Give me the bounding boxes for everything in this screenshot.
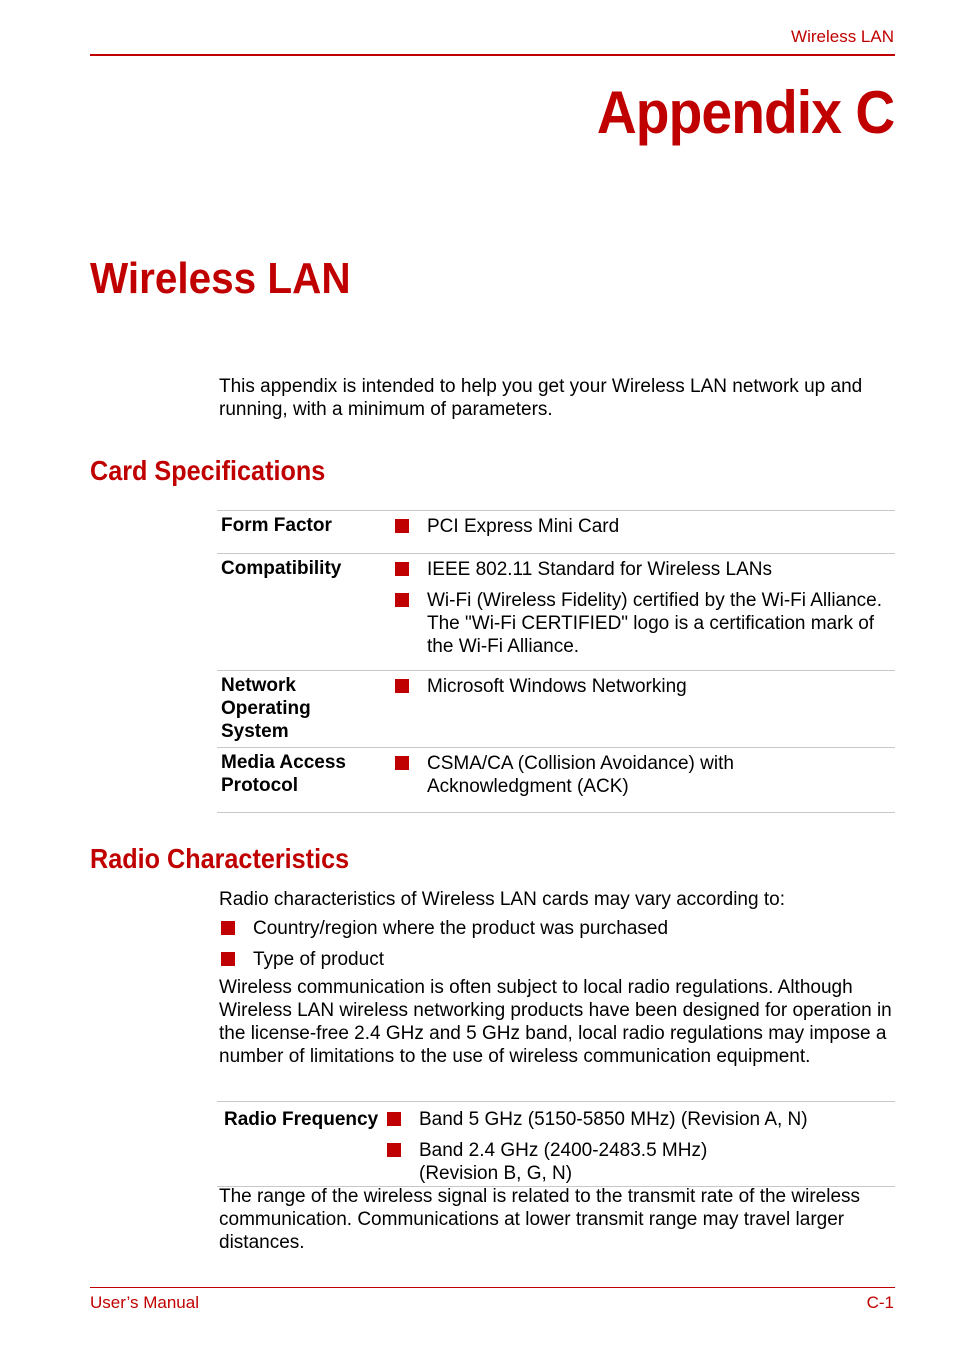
radio-bullet-list (219, 917, 899, 979)
footer-rule (90, 1287, 895, 1288)
bullet-square-icon (393, 558, 427, 582)
bullet-square-icon (393, 515, 427, 539)
card-specs-table (217, 510, 895, 813)
bullet-square-icon (387, 1139, 419, 1185)
radio-frequency-table (217, 1101, 895, 1187)
bullet-square-icon (393, 752, 427, 798)
radio-intro: Radio characteristics of Wireless LAN cards may vary according to: (219, 889, 785, 910)
list-item: CSMA/CA (Collision Avoidance) with Acknowledgment (ACK) (393, 752, 895, 798)
row-label: Form Factor (221, 515, 332, 536)
table-row (217, 748, 895, 813)
list-item: Band 5 GHz (5150-5850 MHz) (Revision A, N) (387, 1108, 895, 1132)
card-specs-heading: Card Specifications (90, 455, 326, 486)
header-rule (90, 54, 895, 56)
list-item: IEEE 802.11 Standard for Wireless LANs (393, 558, 895, 582)
row-label: Compatibility (221, 558, 342, 579)
table-row (217, 671, 895, 748)
row-label: Network Operating System (221, 675, 311, 742)
radio-heading: Radio Characteristics (90, 843, 350, 874)
table-row (217, 1102, 895, 1187)
closing-paragraph: The range of the wireless signal is related to the transmit rate of the wireless communication. Communications at lower transmit range may travel larger distances. (219, 1186, 861, 1253)
running-header: Wireless LAN (791, 27, 894, 46)
page-number: C-1 (866, 1293, 894, 1312)
bullet-square-icon (219, 917, 253, 941)
list-item: PCI Express Mini Card (393, 515, 895, 539)
footer-manual-title: User’s Manual (90, 1293, 199, 1312)
chapter-title: Appendix C (596, 79, 894, 146)
list-item: Type of product (219, 948, 899, 972)
table-row (217, 554, 895, 671)
intro-paragraph: This appendix is intended to help you get your Wireless LAN network up and running, with a minimum of parameters. (219, 376, 863, 420)
bullet-square-icon (393, 589, 427, 658)
radio-paragraph: Wireless communication is often subject to local radio regulations. Although Wireless LAN wireless networking products have been designed for operation in the license-free 2.4 GHz and 5 GHz band, local radio regulations may impose a number of limitations to the use of wireless communication equipment. (219, 977, 892, 1067)
list-item: Microsoft Windows Networking (393, 675, 895, 699)
section-title: Wireless LAN (90, 254, 351, 303)
row-label: Radio Frequency (224, 1109, 379, 1130)
row-label: Media Access Protocol (221, 752, 346, 796)
bullet-square-icon (219, 948, 253, 972)
list-item: Band 2.4 GHz (2400-2483.5 MHz) (Revision B, G, N) (387, 1139, 895, 1185)
list-item: Country/region where the product was purchased (219, 917, 899, 941)
list-item: Wi-Fi (Wireless Fidelity) certified by the Wi-Fi Alliance. The "Wi-Fi CERTIFIED" logo is a certification mark of the Wi-Fi Alliance. (393, 589, 895, 658)
bullet-square-icon (387, 1108, 419, 1132)
bullet-square-icon (393, 675, 427, 699)
table-row (217, 511, 895, 554)
